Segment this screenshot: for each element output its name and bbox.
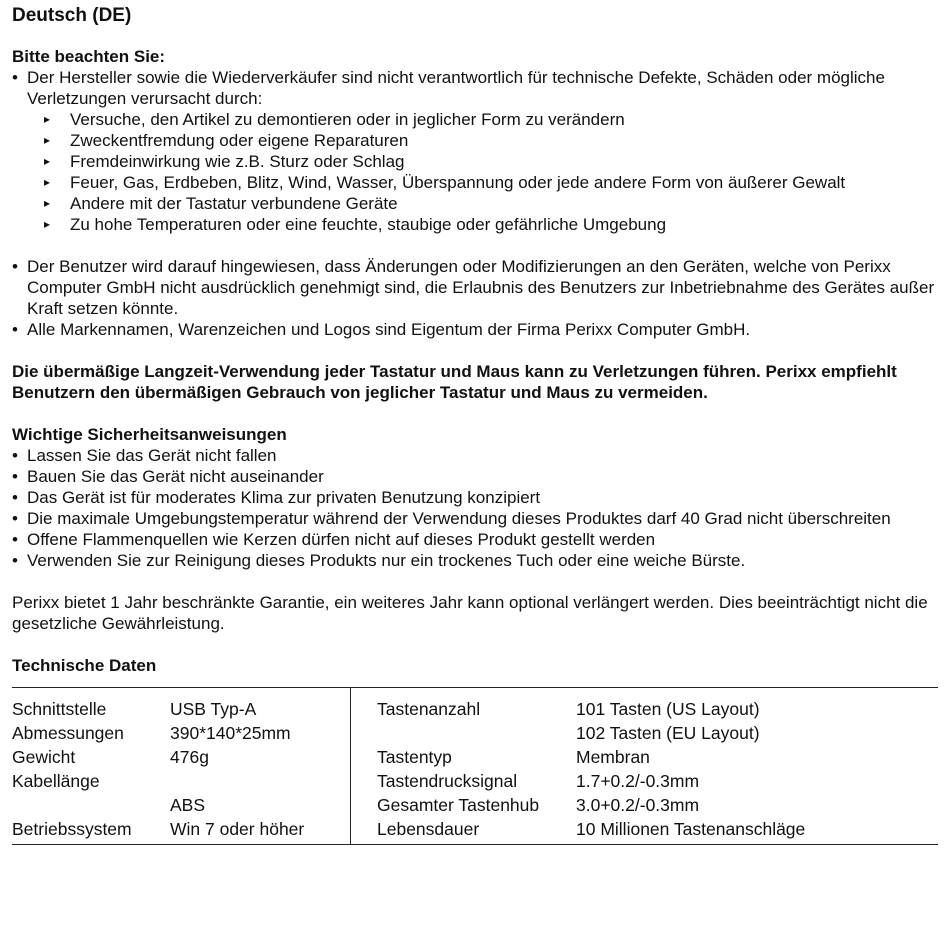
specs-column-divider (350, 688, 351, 844)
spec-label: Schnittstelle (12, 699, 107, 719)
spec-value: Membran (576, 747, 650, 767)
cause-item: ▸ Andere mit der Tastatur verbundene Geräte (27, 193, 940, 214)
spec-value: 1.7+0.2/-0.3mm (576, 771, 700, 791)
spec-value: Win 7 oder höher (170, 819, 305, 839)
liability-causes-list (27, 109, 940, 235)
safety-list (12, 445, 940, 571)
spec-label: Tastendrucksignal (377, 771, 518, 791)
manual-page (12, 4, 940, 845)
safety-item: • Lassen Sie das Gerät nicht fallen (12, 445, 940, 466)
safety-item: • Verwenden Sie zur Reinigung dieses Produkts nur ein trockenes Tuch oder eine weiche Bürste. (12, 550, 940, 571)
safety-item: • Offene Flammenquellen wie Kerzen dürfen nicht auf dieses Produkt gestellt werden (12, 529, 940, 550)
spec-label: Tastentyp (377, 747, 452, 767)
spec-label: Abmessungen (12, 723, 124, 743)
notice-bullet-modifications: • Der Benutzer wird darauf hingewiesen, dass Änderungen oder Modifizierungen an den Geräten, welche von Perixx Computer GmbH nicht ausdrücklich genehmigt sind, die Erlaubnis des Benutzers zur Inbetriebnahme des Gerätes außer Kraft setzen könnte. (12, 256, 940, 319)
spec-value: 10 Millionen Tastenanschläge (576, 819, 806, 839)
spec-value: ABS (170, 795, 206, 815)
spec-label: Gesamter Tastenhub (377, 795, 540, 815)
spec-label: Betriebssystem (12, 819, 132, 839)
spec-value: 3.0+0.2/-0.3mm (576, 795, 700, 815)
safety-item: • Die maximale Umgebungstemperatur während der Verwendung dieses Produktes darf 40 Grad nicht überschreiten (12, 508, 940, 529)
spec-label: Lebensdauer (377, 819, 480, 839)
notice-heading: Bitte beachten Sie: (12, 47, 166, 66)
warranty-text: Perixx bietet 1 Jahr beschränkte Garantie, ein weiteres Jahr kann optional verlängert werden. Dies beeinträchtigt nicht die gesetzliche Gewährleistung. (12, 593, 928, 633)
specs-heading: Technische Daten (12, 656, 157, 675)
spec-value: 476g (170, 747, 209, 767)
safety-heading: Wichtige Sicherheitsanweisungen (12, 425, 287, 444)
cause-item: ▸ Zu hohe Temperaturen oder eine feuchte, staubige oder gefährliche Umgebung (27, 214, 940, 235)
spec-label: Gewicht (12, 747, 76, 767)
notice-bullet-liability (12, 67, 940, 256)
spec-value: USB Typ-A (170, 699, 257, 719)
spec-value: 101 Tasten (US Layout) (576, 699, 760, 719)
spec-value: 102 Tasten (EU Layout) (576, 723, 760, 743)
spec-label: Kabellänge (12, 771, 100, 791)
safety-item: • Bauen Sie das Gerät nicht auseinander (12, 466, 940, 487)
language-title: Deutsch (DE) (12, 5, 132, 26)
notice-list (12, 67, 940, 340)
cause-item: ▸ Fremdeinwirkung wie z.B. Sturz oder Schlag (27, 151, 940, 172)
spec-label: Tastenanzahl (377, 699, 481, 719)
specs-table (12, 687, 938, 845)
usage-warning: Die übermäßige Langzeit-Verwendung jeder Tastatur und Maus kann zu Verletzungen führen. Perixx empfiehlt Benutzern den übermäßigen Gebrauch von jeglicher Tastatur und Maus zu vermeiden. (12, 362, 897, 402)
safety-item: • Das Gerät ist für moderates Klima zur privaten Benutzung konzipiert (12, 487, 940, 508)
liability-intro: Der Hersteller sowie die Wiederverkäufer sind nicht verantwortlich für technische Defekte, Schäden oder mögliche Verletzungen verursacht durch: (27, 68, 885, 108)
spec-value: 390*140*25mm (170, 723, 291, 743)
cause-item: ▸ Zweckentfremdung oder eigene Reparaturen (27, 130, 940, 151)
cause-item: ▸ Feuer, Gas, Erdbeben, Blitz, Wind, Wasser, Überspannung oder jede andere Form von äußerer Gewalt (27, 172, 940, 193)
cause-item: ▸ Versuche, den Artikel zu demontieren oder in jeglicher Form zu verändern (27, 109, 940, 130)
notice-bullet-trademarks: • Alle Markennamen, Warenzeichen und Logos sind Eigentum der Firma Perixx Computer GmbH. (12, 319, 940, 340)
